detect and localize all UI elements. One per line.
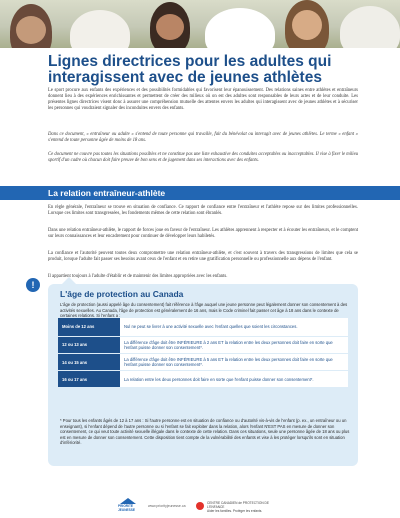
section-paragraph: En règle générale, l'entraîneur se trouve en situation de confiance. Ce rapport de confiance entre l'entraîneur et l'athlète repose sur des limites professionnelles. Lorsque ces limites sont transgressées, les fondements mêmes de cette relation sont ébranlés.	[48, 205, 358, 217]
rule-cell: La différence d'âge doit être INFÉRIEURE à 5 ans ET la relation entre les deux personnes doit faire en sorte que l'enfant puisse donner son consentement*.	[120, 353, 348, 370]
intro-paragraph: Le sport procure aux enfants des expériences et des possibilités formidables qui favorisent leur épanouissement. Des relations saines entre athlètes et entraîneurs donnent lieu à des expériences enrichissantes et permettent de créer des milieux où on est des adultes sont responsables de leurs actes et de leur conduite. Les présentes lignes directrices visent donc à assurer une compréhension mutuelle des attentes envers les adultes qui interagissent avec de jeunes athlètes et à sécuriser les personnes qui voudraient signaler des inconduites envers des enfants.	[48, 88, 358, 112]
definitions-paragraph: Dans ce document, « entraîneur ou adulte » s'entend de toute personne qui travaille, fait du bénévolat ou interagit avec de jeunes athlètes. Le terme « enfant » s'entend de toute personne âgée de moins de 18 ans.	[48, 132, 358, 144]
athlete-figure	[70, 10, 130, 48]
age-cell: 12 ou 13 ans	[58, 336, 120, 353]
athlete-face	[156, 14, 184, 40]
box-pointer	[62, 277, 76, 284]
org-tagline: Aider les familles. Protéger les enfants.	[207, 508, 263, 513]
footnote: * Pour tous les enfants âgés de 12 à 17 ans : Si l'autre personne est en situation de confiance ou d'autorité vis-à-vis de l'enfant (p. ex., un entraîneur ou un enseignant), si l'enfant dépend de l'autre personne ou si l'enfant se fait exploiter dans la relation, alors l'enfant N'EST PAS en mesure de donner son consentement, ce qui veut toute activité sexuelle illégale dans le contexte de cette relation. Dans ces situations, seule une personne âgée de 18 ans ou plus est en mesure de donner son consentement. Cette disposition tient compte de la vulnérabilité des enfants et vise à les protéger lorsqu'ils sont en situation d'infériorité.	[60, 418, 350, 446]
age-cell: Moins de 12 ans	[58, 318, 120, 336]
age-cell: 14 ou 15 ans	[58, 353, 120, 370]
alert-icon: !	[26, 278, 40, 292]
hero-photo	[0, 0, 400, 48]
scope-paragraph: Ce document ne couvre pas toutes les situations possibles et ne constitue pas une liste exhaustive des conduites acceptables ou inacceptables. Il vise à fixer le milieu sportif d'un cadre où chacun doit faire preuve de bon sens et de jugement dans ses interactions avec des enfants.	[48, 152, 358, 164]
box-intro: L'âge de protection (aussi appelé âge du consentement) fait référence à l'âge auquel une jeune personne peut légalement donner son consentement à des activités sexuelles. Au Canada, l'âge de protection est généralement de 16 ans, mais le Code criminel fait passer cet âge à 18 ans dans le contexte de certaines relations. Si l'enfant a :	[60, 302, 348, 319]
footer	[0, 498, 400, 518]
page-title: Lignes directrices pour les adultes qui interagissent avec de jeunes athlètes	[48, 53, 332, 86]
section-paragraph: Il appartient toujours à l'adulte d'établir et de maintenir des limites appropriées avec les enfants.	[48, 274, 228, 279]
logo-label: PRIORITÉ JEUNESSE	[118, 504, 136, 512]
box-heading: L'âge de protection au Canada	[60, 289, 184, 299]
athlete-figure	[205, 8, 275, 48]
priorite-jeunesse-logo	[118, 498, 138, 514]
section-heading: La relation entraîneur-athlète	[48, 188, 166, 198]
age-table	[58, 318, 348, 388]
table-row	[58, 318, 348, 336]
rule-cell: La différence d'âge doit être INFÉRIEURE à 2 ans ET la relation entre les deux personnes doit faire en sorte que l'enfant puisse donner son consentement*.	[120, 336, 348, 353]
table-row	[58, 336, 348, 353]
table-row	[58, 353, 348, 370]
table-row	[58, 371, 348, 388]
rule-cell: La relation entre les deux personnes doit faire en sorte que l'enfant puisse donner son consentement*.	[120, 371, 348, 388]
athlete-face	[292, 10, 322, 40]
section-band	[0, 186, 400, 200]
athlete-figure	[340, 6, 400, 48]
c3p-logo-icon	[196, 502, 204, 510]
rule-cell: Nul ne peut se livrer à une activité sexuelle avec l'enfant quelles que soient les circonstances.	[120, 318, 348, 336]
section-paragraph: Dans une relation entraîneur-athlète, le rapport de forces joue en faveur de l'entraîneur. Les athlètes apprennent à respecter et à écouter les entraîneurs, et le comptent sur leurs connaissances et leur encadrement pour continuer de développer leurs habiletés.	[48, 228, 358, 240]
athlete-face	[16, 16, 46, 44]
age-cell: 16 ou 17 ans	[58, 371, 120, 388]
organization-name	[207, 502, 287, 513]
website-link[interactable]: www.priorityjeunesse.ca	[148, 504, 186, 508]
section-paragraph: La confiance et l'autorité peuvent toutes deux compromettre une relation entraîneur-athlète, et c'est souvent à travers des transgressions de limites que cela se produit, lorsque l'adulte fait passer ses besoins avant ceux de l'enfant et en retire une gratification personnelle ou professionnelle aux dépens de l'enfant.	[48, 251, 358, 263]
org-line: CENTRE CANADIEN de PROTECTION DE L'ENFANCE	[207, 501, 269, 509]
